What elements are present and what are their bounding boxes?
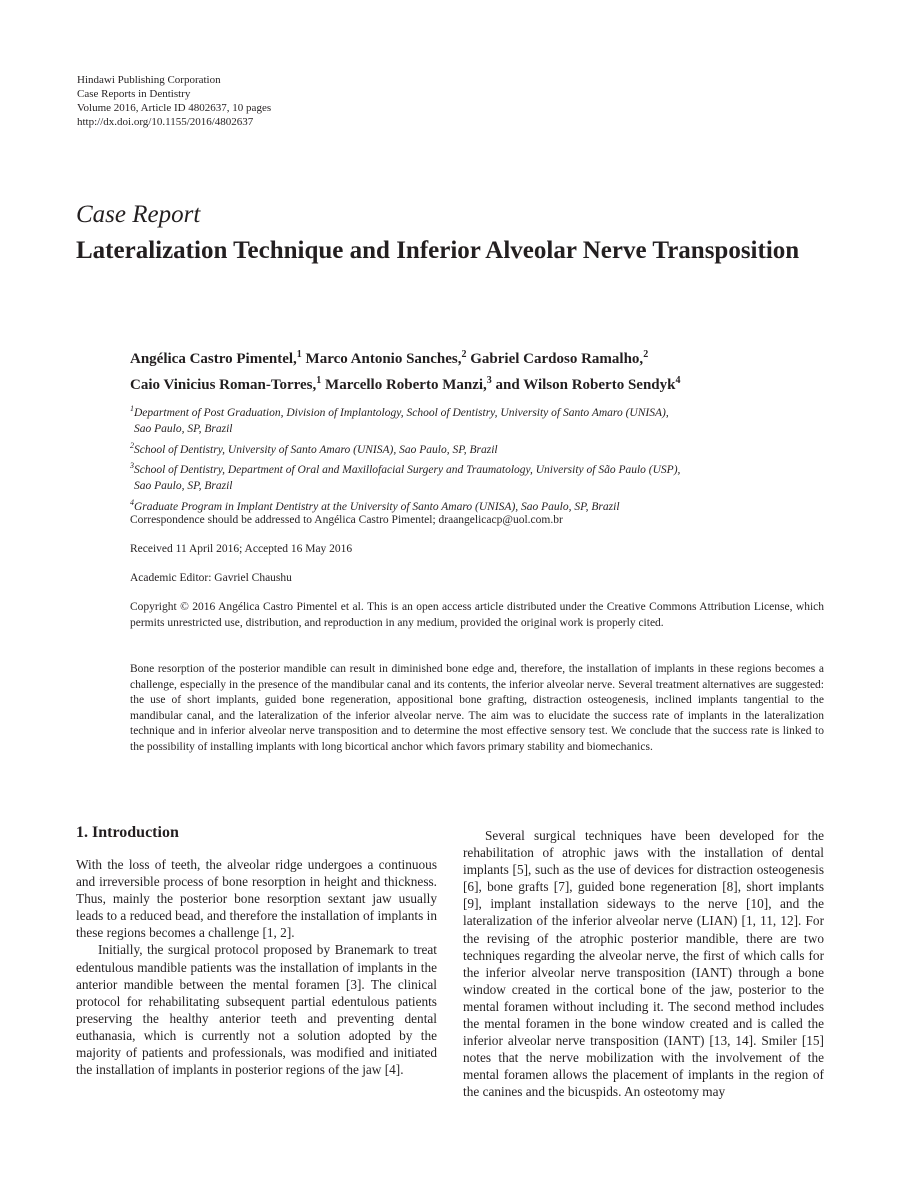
doi-link[interactable]: http://dx.doi.org/10.1155/2016/4802637 (77, 116, 254, 128)
journal-header (77, 73, 271, 129)
copyright-notice: Copyright © 2016 Angélica Castro Pimentel et al. This is an open access article distributed under the Creative Commons Attribution License, which permits unrestricted use, distribution, and reproduction in any medium, provided the original work is properly cited. (130, 601, 824, 629)
author: Angélica Castro Pimentel,$^1$ (130, 349, 302, 367)
paragraph: Initially, the surgical protocol proposed by Branemark to treat edentulous mandible patients was the installation of implants in the anterior mandible between the mental foramen [3]. The clinical protocol for rehabilitating subsequent partial edentulous patients preserving the healthy anterior teeth and preventing dental euthanasia, which is currently not a solution adopted by the majority of patients and professionals, was modified and initiated the installation of implants in posterior regions of the jaw [4]. (76, 942, 437, 1078)
publisher: Hindawi Publishing Corporation (77, 74, 221, 86)
paragraph: Several surgical techniques have been developed for the rehabilitation of atrophic jaws with the installation of dental implants [5], such as the use of devices for distraction osteogenesis [6], bone grafts [7], guided bone regeneration [8], short implants [9], implant installation sideways to the nerve [10], and the lateralization of the inferior alveolar nerve (LIAN) [1, 11, 12]. For the revising of the atrophic posterior mandible, there are two techniques regarding the alveolar nerve, the first of which calls for the inferior alveolar nerve transposition (IANT) through a bone window created in the cortical bone of the jaw, posterior to the mental foramen without including it. The second method includes the mental foramen in the bone window created and is called the inferior alveolar nerve transposition (IANT) [13, 14]. Smiler [15] notes that the nerve mobilization with the involvement of the mental foramen allows the placement of implants in the region of the canines and the bicuspids. An osteotomy may (463, 828, 824, 1100)
author: Caio Vinicius Roman-Torres,$^1$ (130, 375, 322, 393)
author: Marco Antonio Sanches,$^2$ (305, 349, 467, 367)
section-heading: 1. Introduction (76, 824, 179, 841)
affiliation: $^1$Department of Post Graduation, Division of Implantology, School of Dentistry, University of Santo Amaro (UNISA), Sao Paulo, SP, Brazil (130, 404, 669, 436)
abstract: Bone resorption of the posterior mandible can result in diminished bone edge and, therefore, the installation of implants in these regions becomes a challenge, especially in the presence of the mandibular canal and its contents, the inferior alveolar nerve. Several treatment alternatives are suggested: the use of short implants, guided bone regeneration, appositional bone grafting, distraction osteogenesis, inclined implants tangential to the mandibular canal, and the lateralization of the inferior alveolar nerve. The aim was to elucidate the success rate of implants in the lateralization technique and in inferior alveolar nerve transposition and to determine the most effective sensory test. We conclude that the success rate is linked to the possibility of installing implants with long bicortical anchor which favors primary stability and biomechanics. (130, 663, 824, 753)
affiliation: $^4$Graduate Program in Implant Dentistry at the University of Santo Amaro (UNISA), Sao Paulo, SP, Brazil (130, 497, 620, 513)
correspondence: Correspondence should be addressed to Angélica Castro Pimentel; draangelicacp@uol.com.br (130, 514, 563, 526)
article-type: Case Report (76, 201, 201, 228)
journal-name: Case Reports in Dentistry (77, 88, 191, 100)
body-column-right (463, 827, 824, 1101)
author: Marcello Roberto Manzi,$^3$ (325, 375, 492, 393)
author: Gabriel Cardoso Ramalho,$^2$ (470, 349, 649, 367)
author-list (130, 344, 830, 396)
academic-editor: Academic Editor: Gavriel Chaushu (130, 572, 292, 584)
article-title: Lateralization Technique and Inferior Alveolar Nerve Transposition (76, 237, 800, 264)
affiliation-list (130, 401, 830, 515)
author: and Wilson Roberto Sendyk$^4$ (495, 375, 681, 393)
body-column-left (76, 856, 437, 1078)
affiliation: $^3$School of Dentistry, Department of Oral and Maxillofacial Surgery and Traumatology, University of São Paulo (USP), Sao Paulo, SP, Brazil (130, 460, 681, 493)
paragraph: With the loss of teeth, the alveolar ridge undergoes a continuous and irreversible process of bone resorption in height and thickness. Thus, mainly the posterior bone resorption sextant jaw usually leads to a reduced bead, and therefore the installation of implants in these regions becomes a challenge [1, 2]. (76, 857, 437, 941)
volume-info: Volume 2016, Article ID 4802637, 10 pages (77, 102, 272, 114)
received-dates: Received 11 April 2016; Accepted 16 May 2016 (130, 543, 353, 555)
affiliation: $^2$School of Dentistry, University of Santo Amaro (UNISA), Sao Paulo, SP, Brazil (130, 440, 498, 456)
